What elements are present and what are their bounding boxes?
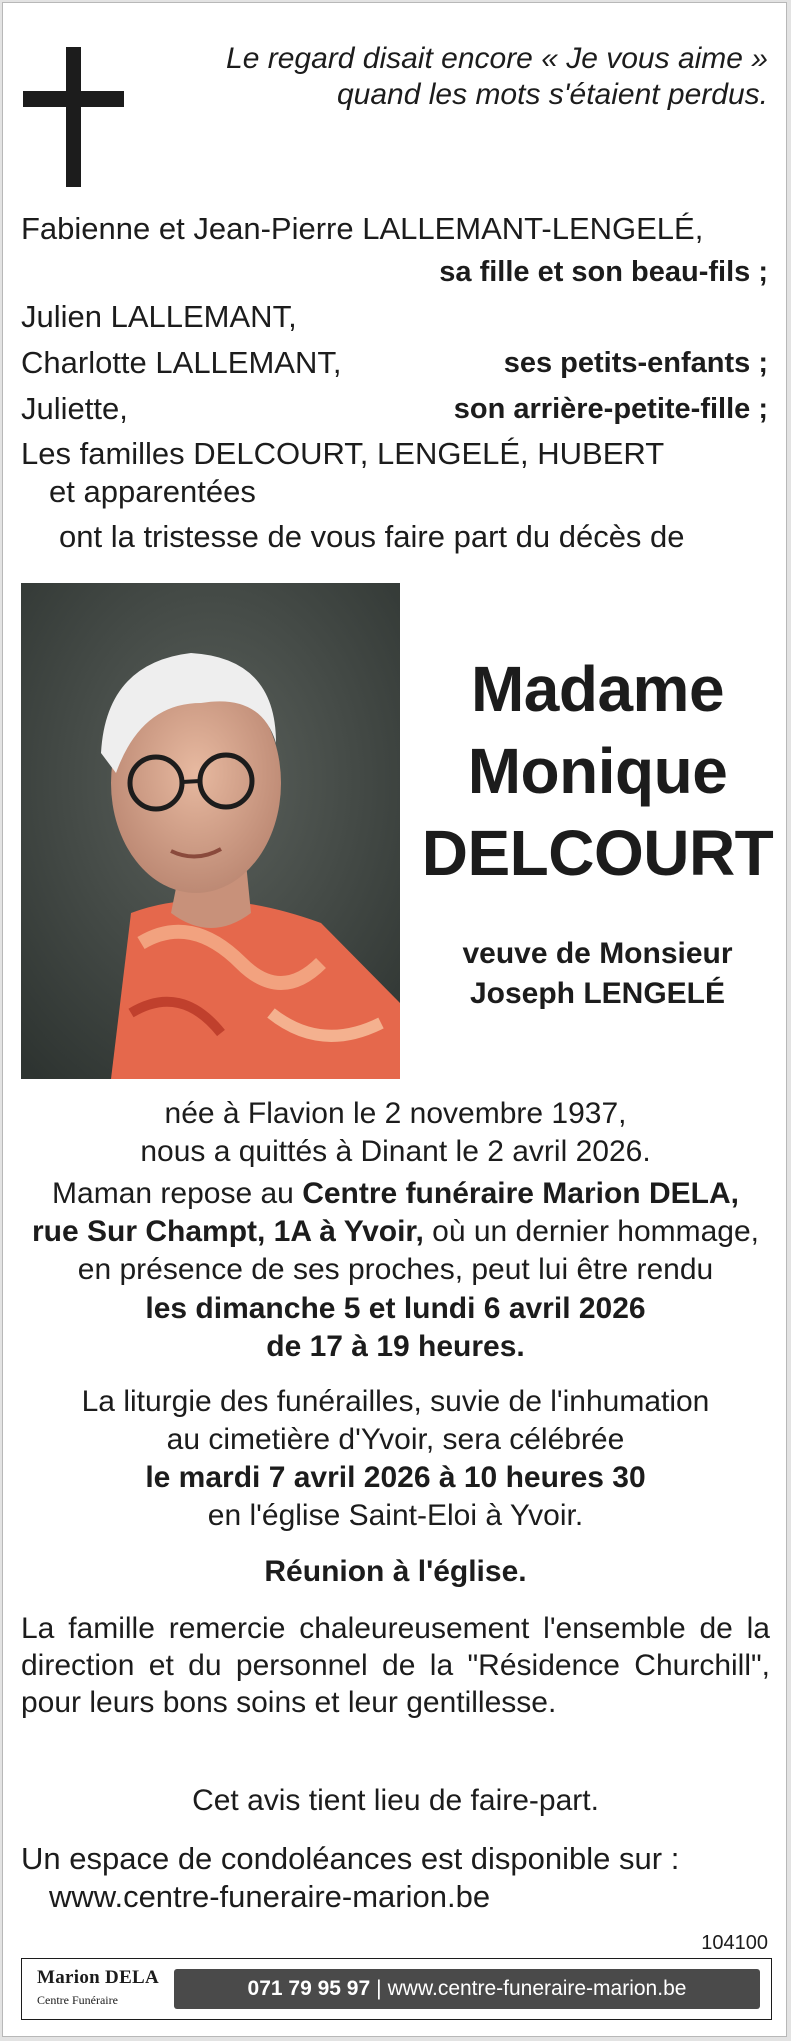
epitaph-quote (226, 41, 768, 113)
phone-number[interactable]: 071 79 95 97 (247, 1977, 371, 2000)
family-great-grandchild: Juliette, (21, 391, 128, 426)
quote-line-1: Le regard disait encore « Je vous aime » (226, 42, 768, 75)
rest-line-1 (3, 1175, 788, 1213)
rest-address: rue Sur Champt, 1A à Yvoir, (31, 1215, 424, 1248)
cross-icon-bar (23, 91, 124, 107)
condolences-url[interactable]: www.centre-funeraire-marion.be (49, 1879, 491, 1914)
reference-number: 104100 (701, 1932, 768, 1954)
funeral-home-footer (21, 1958, 772, 2020)
liturgy-line-2: au cimetière d'Yvoir, sera célébrée (166, 1423, 625, 1456)
deceased-title: Madame (470, 653, 725, 725)
footer-website[interactable]: www.centre-funeraire-marion.be (387, 1977, 687, 2000)
meeting-line: Réunion à l'église. (264, 1555, 527, 1588)
deceased-last-name: DELCOURT (421, 817, 774, 889)
liturgy-date: le mardi 7 avril 2026 à 10 heures 30 (145, 1461, 646, 1494)
visit-days: les dimanche 5 et lundi 6 avril 2026 (145, 1292, 646, 1325)
family-great-grandchild-relation: son arrière-petite-fille ; (453, 393, 768, 425)
brand-name: Marion DELA (37, 1967, 160, 1988)
family-grandchild-1: Julien LALLEMANT, (21, 299, 297, 334)
obituary-card (2, 2, 787, 2037)
family-daughter-relation: sa fille et son beau-fils ; (439, 256, 768, 288)
liturgy-line-1: La liturgie des funérailles, suvie de l'inhumation (81, 1385, 710, 1418)
rest-line-2 (3, 1213, 788, 1251)
notice-line: Cet avis tient lieu de faire-part. (192, 1784, 599, 1817)
widow-line-1: veuve de Monsieur (462, 937, 733, 970)
contact-separator: | (376, 1977, 382, 2000)
visit-hours: de 17 à 19 heures. (266, 1330, 525, 1363)
rest-prefix: Maman repose au (52, 1177, 294, 1210)
family-grandchildren-relation: ses petits-enfants ; (503, 347, 768, 379)
portrait-photo (21, 583, 400, 1079)
family-related: et apparentées (49, 474, 256, 509)
condolences-line: Un espace de condoléances est disponible sur : (21, 1841, 680, 1876)
widow-line-2: Joseph LENGELÉ (469, 977, 726, 1010)
family-families: Les familles DELCOURT, LENGELÉ, HUBERT (21, 436, 665, 471)
family-daughter: Fabienne et Jean-Pierre LALLEMANT-LENGELÉ, (21, 211, 704, 246)
family-grandchild-2: Charlotte LALLEMANT, (21, 345, 342, 380)
birth-line: née à Flavion le 2 novembre 1937, (164, 1097, 627, 1130)
announcement: ont la tristesse de vous faire part du décès de (59, 519, 685, 554)
contact-bar (174, 1969, 760, 2009)
liturgy-church: en l'église Saint-Eloi à Yvoir. (207, 1499, 584, 1532)
portrait-illustration (21, 583, 400, 1079)
deceased-first-name: Monique (467, 735, 728, 807)
quote-line-2: quand les mots s'étaient perdus. (337, 78, 768, 111)
thanks-paragraph: La famille remercie chaleureusement l'ensemble de la direction et du personnel de la "Résidence Churchill", pour leurs bons soins et leur gentillesse. (21, 1612, 770, 1719)
cross-icon (66, 47, 81, 187)
presence-line: en présence de ses proches, peut lui être rendu (77, 1253, 714, 1286)
rest-place: Centre funéraire Marion DELA, (302, 1177, 739, 1210)
brand-subtitle: Centre Funéraire (37, 1993, 118, 2007)
brand-logo (37, 1967, 159, 2008)
death-line: nous a quittés à Dinant le 2 avril 2026. (140, 1135, 651, 1168)
rest-suffix: où un dernier hommage, (432, 1215, 760, 1248)
